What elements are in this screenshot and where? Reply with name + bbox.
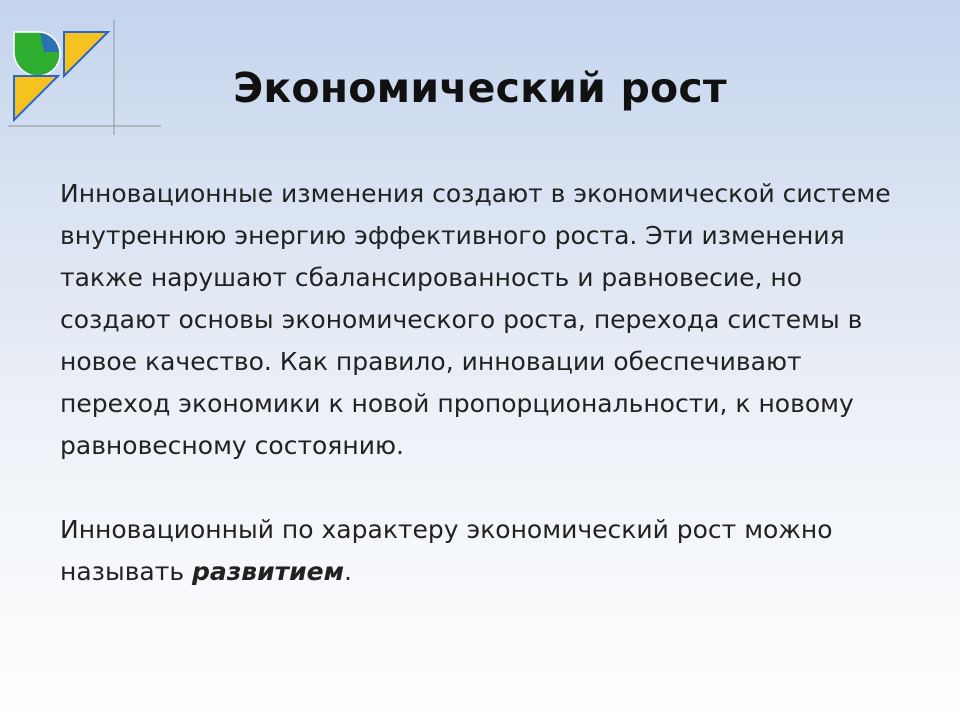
paragraph-1: Инновационные изменения создают в экономической системе внутреннюю энергию эффективного роста. Эти изменения также нарушают сбалансированность и равновесие, но создают основы экономического роста, перехода системы в новое качество. Как правило, инновации обеспечивают переход экономики к новой пропорциональности, к новому равновесному состоянию.	[60, 179, 891, 460]
paragraph-2-prefix: Инновационный по характеру экономический рост можно называть	[60, 515, 833, 586]
paragraph-2	[60, 509, 910, 593]
slide-body	[60, 173, 910, 593]
page-title: Экономический рост	[233, 64, 727, 112]
paragraph-2-emphasis: развитием	[192, 557, 345, 586]
paragraph-2-suffix: .	[344, 557, 352, 586]
